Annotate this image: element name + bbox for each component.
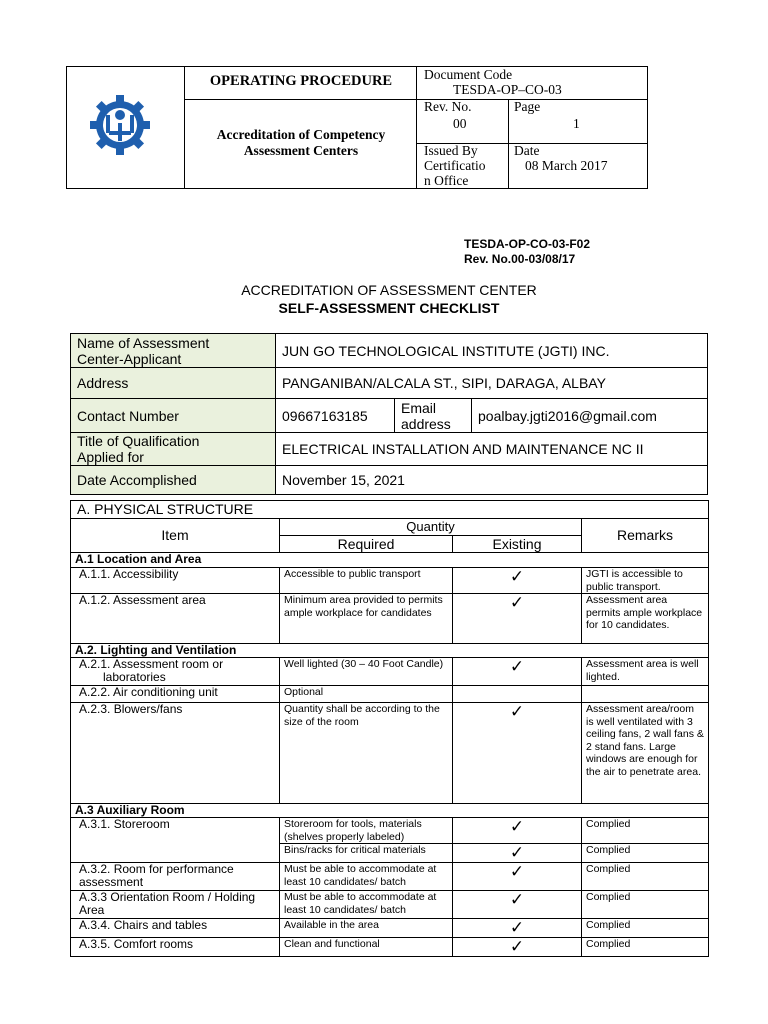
form-reference: TESDA-OP-CO-03-F02 Rev. No.00-03/08/17	[464, 237, 591, 266]
tesda-logo-icon	[88, 93, 152, 157]
issued-by: Issued By Certificatio n Office	[424, 143, 486, 188]
name-value: JUN GO TECHNOLOGICAL INSTITUTE (JGTI) INC.	[276, 334, 708, 368]
name-label: Name of Assessment Center-Applicant	[71, 334, 276, 368]
address-label: Address	[71, 368, 276, 399]
date-value: 08 March 2017	[525, 158, 608, 173]
form-title: ACCREDITATION OF ASSESSMENT CENTER	[241, 282, 537, 298]
contact-label: Contact Number	[71, 399, 276, 433]
section-a3: A.3 Auxiliary Room	[71, 804, 709, 818]
section-a1: A.1 Location and Area	[71, 553, 709, 568]
table-row: A.2.3. Blowers/fans Quantity shall be according to the size of the room ✓ Assessment area/room is well ventilated with 3 ceiling fans, 2 wall fans & 2 stand fans. Large windows are enough for the air to penetrate area.	[71, 703, 709, 804]
table-row: A.2.2. Air conditioning unit Optional	[71, 686, 709, 703]
qualification-value: ELECTRICAL INSTALLATION AND MAINTENANCE NC II	[276, 433, 708, 466]
table-row: A.2.1. Assessment room or laboratories Well lighted (30 – 40 Foot Candle) ✓ Assessment area is well lighted.	[71, 658, 709, 686]
procedure-subtitle: Accreditation of Competency Assessment Centers	[216, 127, 386, 158]
check-icon: ✓	[509, 862, 525, 882]
table-row: A.3.2. Room for performance assessment Must be able to accommodate at least 10 candidates/ batch ✓ Complied	[71, 863, 709, 891]
section-a2: A.2. Lighting and Ventilation	[71, 644, 709, 658]
check-icon: ✓	[509, 593, 525, 613]
contact-value: 09667163185	[276, 399, 395, 433]
email-value: poalbay.jgti2016@gmail.com	[472, 399, 708, 433]
table-row: A.3.3 Orientation Room / Holding Area Must be able to accommodate at least 10 candidates/ batch ✓ Complied	[71, 891, 709, 919]
email-label: Email address	[395, 399, 472, 433]
procedure-title: OPERATING PROCEDURE	[209, 73, 393, 89]
date-label: Date	[514, 143, 540, 158]
document-header	[66, 66, 648, 189]
check-icon: ✓	[509, 657, 525, 677]
rev-label: Rev. No.	[424, 99, 472, 114]
table-row: A.3.1. Storeroom Storeroom for tools, materials (shelves properly labeled) ✓ Complied	[71, 818, 709, 844]
page-value: 1	[573, 116, 580, 131]
checklist-table	[70, 500, 709, 957]
table-row: A.3.5. Comfort rooms Clean and functional ✓ Complied	[71, 938, 709, 957]
date-accomplished-label: Date Accomplished	[71, 466, 276, 495]
date-accomplished-value: November 15, 2021	[276, 466, 708, 495]
table-row: A.1.2. Assessment area Minimum area provided to permits ample workplace for candidates ✓ Assessment area permits ample workplace for 10 candidates.	[71, 594, 709, 644]
check-icon: ✓	[509, 843, 525, 863]
section-title: A. PHYSICAL STRUCTURE	[71, 501, 709, 519]
check-icon: ✓	[509, 937, 525, 957]
col-remarks: Remarks	[582, 519, 709, 553]
col-item: Item	[71, 519, 280, 553]
qualification-label: Title of Qualification Applied for	[71, 433, 276, 466]
check-icon: ✓	[509, 890, 525, 910]
table-row: A.3.4. Chairs and tables Available in the area ✓ Complied	[71, 919, 709, 938]
page-label: Page	[514, 99, 541, 114]
doc-code-label: Document Code	[424, 67, 513, 82]
check-icon: ✓	[509, 702, 525, 722]
check-icon: ✓	[509, 817, 525, 837]
col-required: Required	[280, 536, 453, 553]
form-subtitle: SELF-ASSESSMENT CHECKLIST	[278, 300, 500, 316]
col-existing: Existing	[453, 536, 582, 553]
rev-value: 00	[453, 116, 467, 131]
check-icon: ✓	[509, 918, 525, 938]
address-value: PANGANIBAN/ALCALA ST., SIPI, DARAGA, ALBAY	[276, 368, 708, 399]
table-row: Bins/racks for critical materials ✓ Complied	[71, 844, 709, 863]
col-quantity: Quantity	[280, 519, 582, 536]
check-icon: ✓	[509, 567, 525, 587]
doc-code-value: TESDA-OP–CO-03	[453, 82, 562, 97]
applicant-info-table	[70, 333, 708, 495]
table-row: A.1.1. Accessibility Accessible to public transport ✓ JGTI is accessible to public transport.	[71, 568, 709, 594]
